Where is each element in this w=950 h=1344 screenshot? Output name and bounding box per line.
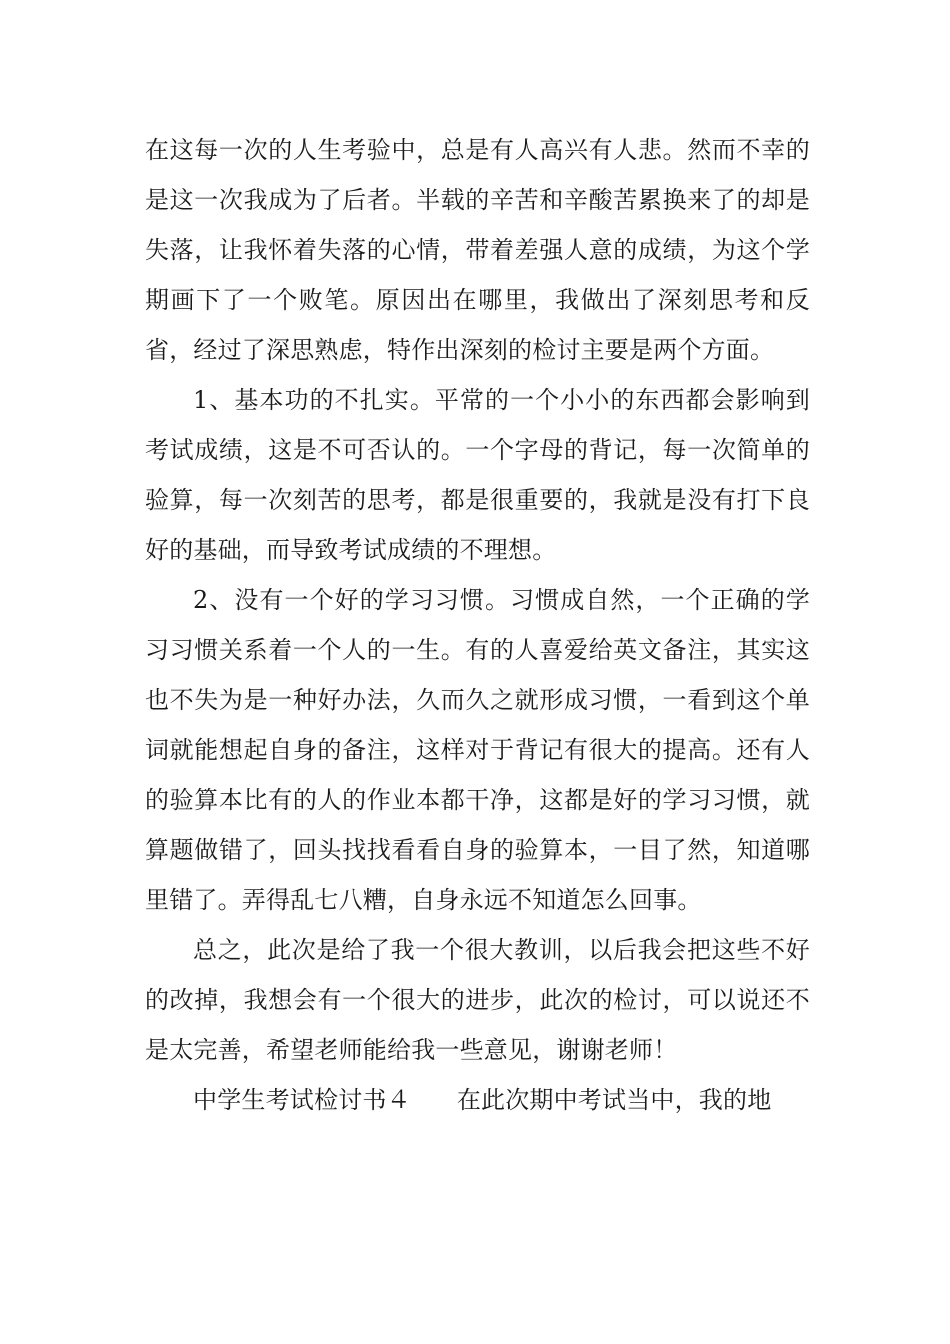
section-heading-line — [145, 1075, 810, 1125]
section-heading: 中学生考试检讨书４ — [193, 1086, 411, 1114]
paragraph-conclusion: 总之，此次是给了我一个很大教训，以后我会把这些不好的改掉，我想会有一个很大的进步，此次的检讨，可以说还不是太完善，希望老师能给我一些意见，谢谢老师！ — [145, 936, 810, 1064]
paragraph-intro: 在这每一次的人生考验中，总是有人高兴有人悲。然而不幸的是这一次我成为了后者。半载的辛苦和辛酸苦累换来了的却是失落，让我怀着失落的心情，带着差强人意的成绩，为这个学期画下了一个败笔。原因出在哪里，我做出了深刻思考和反省，经过了深思熟虑，特作出深刻的检讨主要是两个方面。 — [145, 136, 810, 364]
paragraph-point-1: 1、基本功的不扎实。平常的一个小小的东西都会影响到考试成绩，这是不可否认的。一个字母的背记，每一次简单的验算，每一次刻苦的思考，都是很重要的，我就是没有打下良好的基础，而导致考试成绩的不理想。 — [145, 386, 810, 564]
paragraph-point-2: 2、没有一个好的学习习惯。习惯成自然，一个正确的学习习惯关系着一个人的一生。有的人喜爱给英文备注，其实这也不失为是一种好办法，久而久之就形成习惯，一看到这个单词就能想起自身的备注，这样对于背记有很大的提高。还有人的验算本比有的人的作业本都干净，这都是好的学习习惯，就算题做错了，回头找找看看自身的验算本，一目了然，知道哪里错了。弄得乱七八糟，自身永远不知道怎么回事。 — [145, 586, 810, 914]
document-body — [145, 125, 810, 1125]
section-start-text: 在此次期中考试当中，我的地 — [456, 1086, 772, 1114]
